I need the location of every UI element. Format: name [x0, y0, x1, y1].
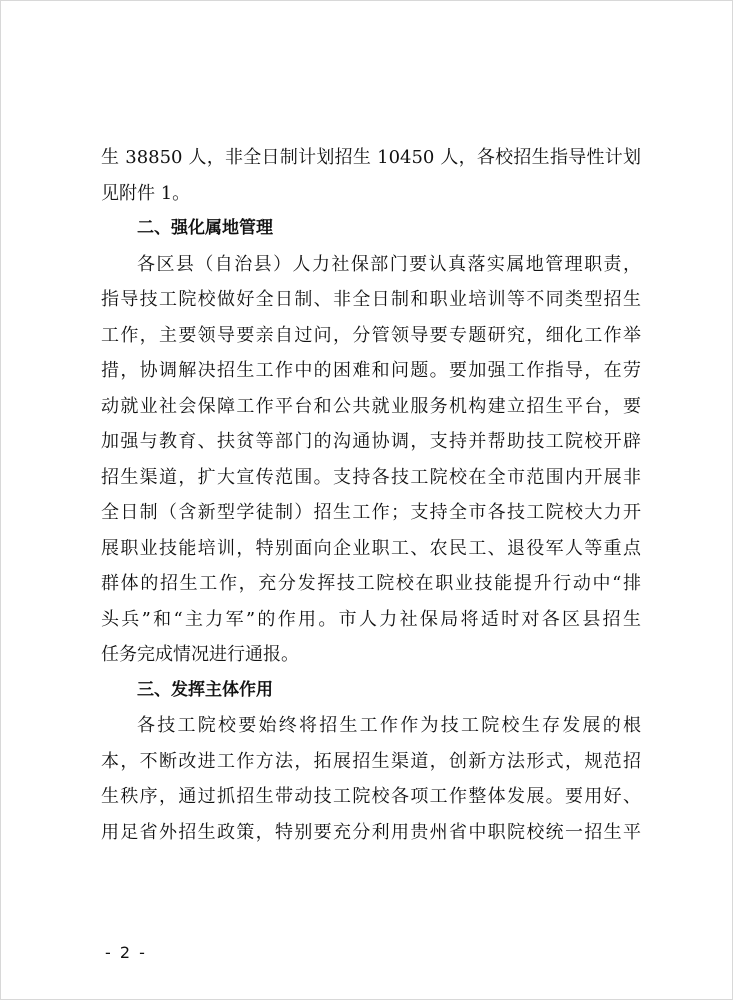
body-line: 各区县（自治县）人力社保部门要认真落实属地管理职责， [137, 253, 641, 275]
body-line: 生 38850 人，非全日制计划招生 10450 人，各校招生指导性计划 [101, 147, 641, 168]
body-line: 指导技工院校做好全日制、非全日制和职业培训等不同类型招生 [101, 289, 641, 310]
body-line: 加强与教育、扶贫等部门的沟通协调，支持并帮助技工院校开辟 [101, 431, 641, 452]
body-line: 展职业技能培训，特别面向企业职工、农民工、退役军人等重点 [101, 537, 641, 559]
body-line: 本，不断改进工作方法，拓展招生渠道，创新方法形式，规范招 [101, 750, 641, 772]
document-body [101, 140, 641, 850]
body-line: 全日制（含新型学徒制）招生工作；支持全市各技工院校大力开 [101, 502, 641, 523]
body-line: 工作，主要领导要亲自过问，分管领导要专题研究，细化工作举 [101, 324, 641, 346]
body-line: 各技工院校要始终将招生工作作为技工院校生存发展的根 [137, 715, 641, 736]
body-line: 动就业社会保障工作平台和公共就业服务机构建立招生平台，要 [101, 395, 641, 417]
page-number: - 2 - [105, 943, 147, 962]
body-line: 见附件 1。 [101, 182, 191, 204]
body-line: 用足省外招生政策，特别要充分利用贵州省中职院校统一招生平 [101, 821, 641, 843]
body-line: 群体的招生工作，充分发挥技工院校在职业技能提升行动中“排 [101, 573, 641, 594]
body-line: 措，协调解决招生工作中的困难和问题。要加强工作指导，在劳 [101, 360, 641, 381]
section-heading: 三、发挥主体作用 [137, 679, 273, 700]
body-line: 生秩序，通过抓招生带动技工院校各项工作整体发展。要用好、 [101, 786, 641, 807]
section-heading: 二、强化属地管理 [137, 218, 273, 238]
body-line: 招生渠道，扩大宣传范围。支持各技工院校在全市范围内开展非 [101, 466, 641, 488]
body-line: 任务完成情况进行通报。 [101, 644, 299, 665]
body-line: 头兵”和“主力军”的作用。市人力社保局将适时对各区县招生 [101, 608, 641, 630]
